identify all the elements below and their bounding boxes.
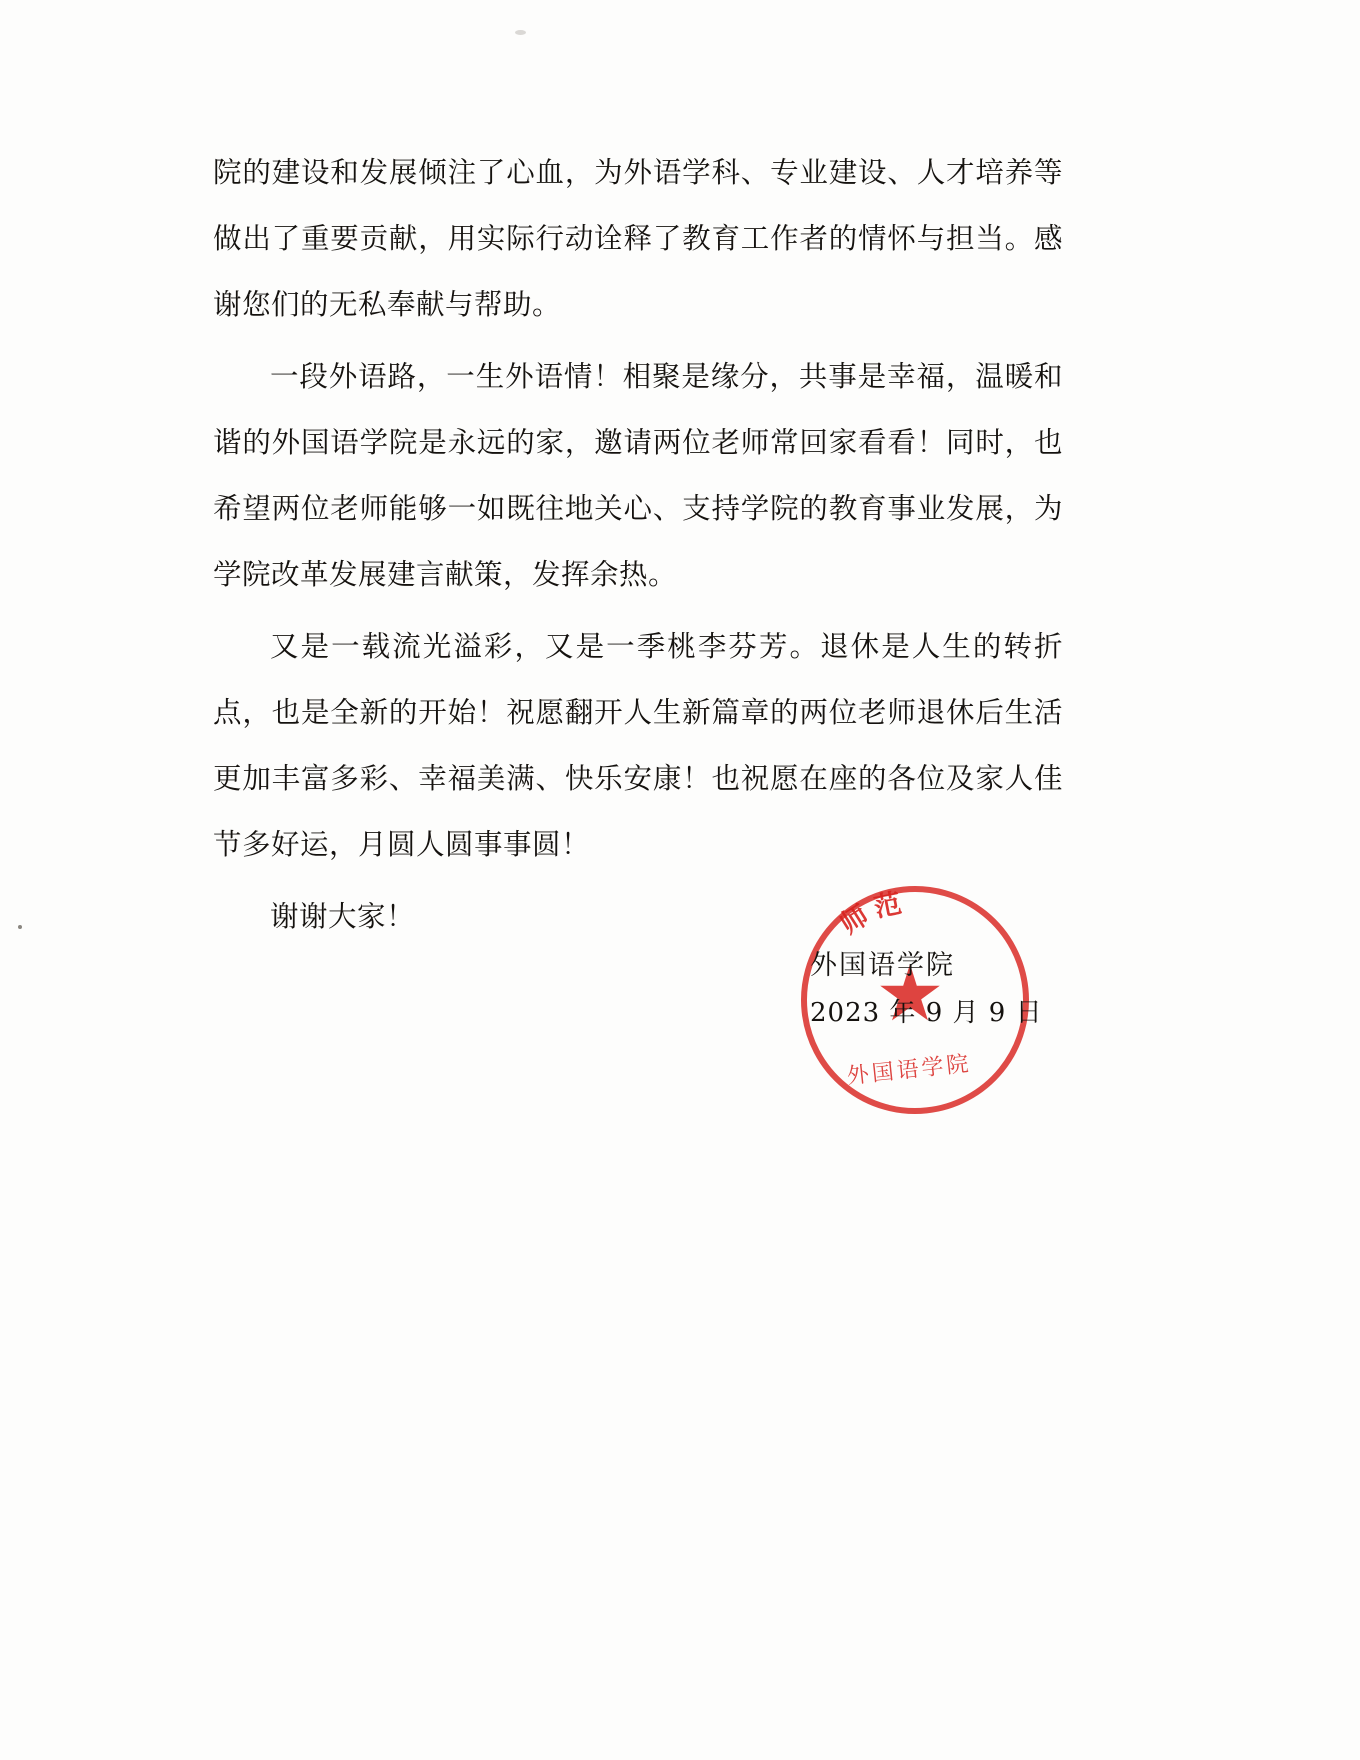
signature-date: 2023 年 9 月 9 日 [810, 998, 1043, 1028]
scan-speckle [515, 30, 526, 35]
paragraph-1: 院的建设和发展倾注了心血，为外语学科、专业建设、人才培养等做出了重要贡献，用实际行动诠释了教育工作者的情怀与担当。感谢您们的无私奉献与帮助。 [213, 156, 1063, 321]
paragraph-3: 又是一载流光溢彩，又是一季桃李芬芳。退休是人生的转折点，也是全新的开始！祝愿翻开人生新篇章的两位老师退休后生活更加丰富多彩、幸福美满、快乐安康！也祝愿在座的各位及家人佳节多好运，月圆人圆事事圆！ [213, 630, 1063, 861]
signature-block [810, 940, 1070, 1029]
paragraph-2: 一段外语路，一生外语情！相聚是缘分，共事是幸福，温暖和谐的外国语学院是永远的家，邀请两位老师常回家看看！同时，也希望两位老师能够一如既往地关心、支持学院的教育事业发展，为学院改革发展建言献策，发挥余热。 [213, 360, 1063, 591]
scan-dot-mark [18, 925, 22, 929]
svg-text:师范 [835, 887, 910, 941]
letter-body [213, 140, 1063, 956]
seal-arc-label: 师范 [835, 886, 910, 941]
paragraph-4: 谢谢大家！ [270, 900, 416, 933]
signature-organization: 外国语学院 [810, 950, 955, 981]
seal-center-label: 外国语学院 [845, 1051, 973, 1090]
